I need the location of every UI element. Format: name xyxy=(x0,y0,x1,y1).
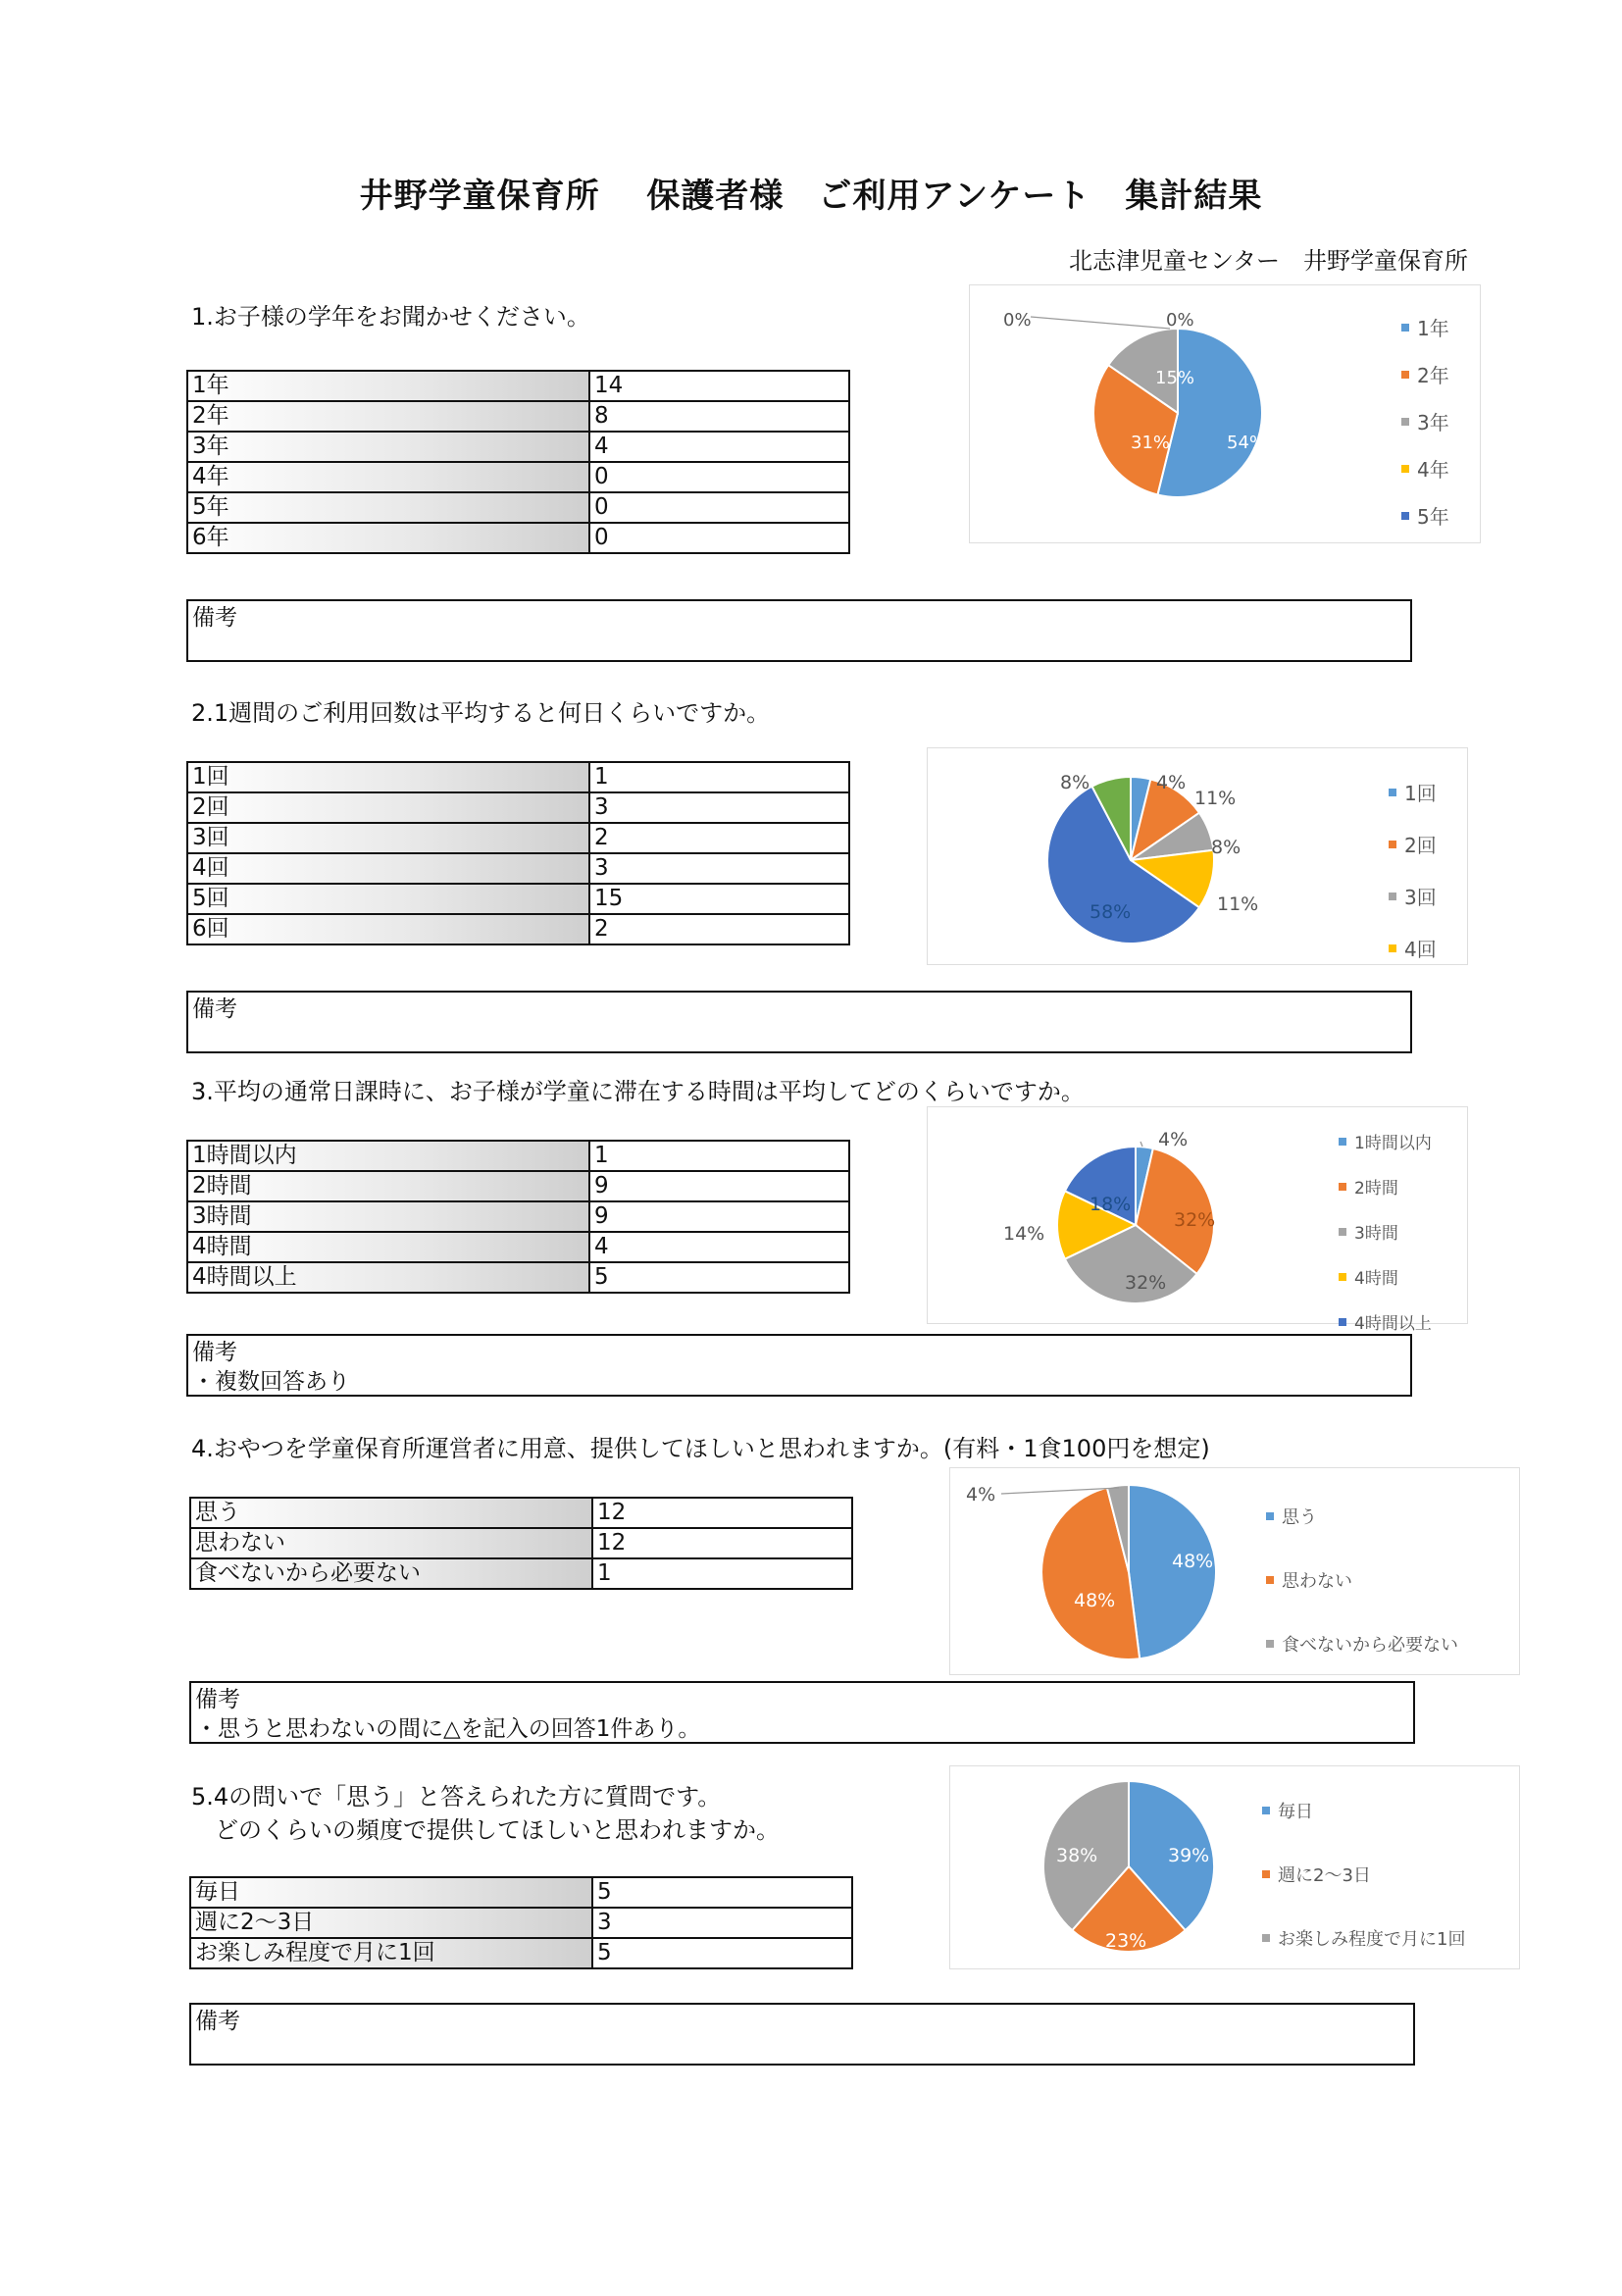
row-value: 3 xyxy=(589,792,849,823)
row-label: 1時間以内 xyxy=(187,1141,589,1171)
legend-label: 3年 xyxy=(1417,411,1449,434)
legend-label: 4年 xyxy=(1417,458,1449,482)
row-value: 3 xyxy=(589,853,849,884)
remarks-label: 備考 xyxy=(195,1687,240,1712)
row-value: 5 xyxy=(592,1938,852,1968)
percent-label: 8% xyxy=(1211,837,1242,858)
remarks-label: 備考 xyxy=(192,1340,237,1365)
legend-label: 思う xyxy=(1282,1507,1317,1528)
organization-name: 北志津児童センター 井野学童保育所 xyxy=(1069,247,1469,275)
row-value: 1 xyxy=(589,762,849,792)
row-value: 14 xyxy=(589,371,849,401)
row-label: 4時間以上 xyxy=(187,1262,589,1293)
row-label: 3回 xyxy=(187,823,589,853)
percent-label: 14% xyxy=(1003,1223,1045,1245)
row-value: 9 xyxy=(589,1171,849,1201)
row-value: 5 xyxy=(589,1262,849,1293)
question-line: 2.1週間のご利用回数は平均すると何日くらいですか。 xyxy=(191,699,771,727)
percent-label: 48% xyxy=(1172,1551,1214,1572)
legend-label: 1時間以内 xyxy=(1354,1134,1432,1153)
percent-label: 0% xyxy=(1166,310,1194,331)
row-label: 4回 xyxy=(187,853,589,884)
row-label: 3時間 xyxy=(187,1201,589,1232)
row-label: 6回 xyxy=(187,914,589,944)
question-line: 4.おやつを学童保育所運営者に用意、提供してほしいと思われますか。(有料・1食100円を想定) xyxy=(191,1435,1210,1462)
row-label: 1年 xyxy=(187,371,589,401)
row-label: 食べないから必要ない xyxy=(190,1558,592,1589)
row-label: 毎日 xyxy=(190,1877,592,1908)
legend-label: 3回 xyxy=(1404,886,1437,909)
legend-label: 週に2～3日 xyxy=(1278,1865,1371,1886)
percent-label: 48% xyxy=(1074,1590,1116,1611)
legend-label: お楽しみ程度で月に1回 xyxy=(1278,1929,1466,1950)
legend-label: 思わない xyxy=(1282,1571,1352,1592)
row-label: 思わない xyxy=(190,1528,592,1558)
legend-item xyxy=(1262,1925,1465,1951)
remarks-label: 備考 xyxy=(192,605,237,631)
remarks-label: 備考 xyxy=(195,2009,240,2034)
row-value: 2 xyxy=(589,914,849,944)
row-value: 8 xyxy=(589,401,849,432)
percent-label: 58% xyxy=(1090,901,1132,923)
row-label: 5回 xyxy=(187,884,589,914)
row-label: 4時間 xyxy=(187,1232,589,1262)
percent-label: 4% xyxy=(966,1484,996,1505)
row-label: 2年 xyxy=(187,401,589,432)
legend-swatch xyxy=(1262,1807,1270,1814)
row-value: 12 xyxy=(592,1528,852,1558)
percent-label: 15% xyxy=(1155,368,1195,388)
legend-label: 毎日 xyxy=(1278,1802,1313,1822)
percent-label: 23% xyxy=(1105,1930,1147,1952)
row-value: 2 xyxy=(589,823,849,853)
percent-label: 4% xyxy=(1158,1129,1189,1150)
row-value: 3 xyxy=(592,1908,852,1938)
row-value: 9 xyxy=(589,1201,849,1232)
legend-label: 4時間以上 xyxy=(1354,1314,1432,1334)
percent-label: 54% xyxy=(1227,433,1267,453)
row-label: 3年 xyxy=(187,432,589,462)
row-value: 15 xyxy=(589,884,849,914)
percent-label: 8% xyxy=(1060,772,1090,793)
percent-label: 39% xyxy=(1168,1845,1210,1866)
percent-label: 38% xyxy=(1056,1845,1098,1866)
legend-swatch xyxy=(1262,1934,1270,1942)
row-value: 0 xyxy=(589,462,849,492)
chart-legend xyxy=(1262,1798,1465,1989)
row-label: 思う xyxy=(190,1498,592,1528)
legend-label: 3時間 xyxy=(1354,1224,1398,1244)
legend-label: 1回 xyxy=(1404,782,1437,805)
row-value: 4 xyxy=(589,432,849,462)
row-label: 5年 xyxy=(187,492,589,523)
remarks-label: 備考 xyxy=(192,996,237,1022)
row-label: 週に2～3日 xyxy=(190,1908,592,1938)
legend-item xyxy=(1262,1798,1465,1823)
percent-label: 18% xyxy=(1090,1194,1132,1215)
remarks-text: ・思うと思わないの間に△を記入の回答1件あり。 xyxy=(195,1716,701,1742)
percent-label: 11% xyxy=(1217,893,1259,915)
question-line: 1.お子様の学年をお聞かせください。 xyxy=(191,303,590,331)
percent-label: 4% xyxy=(1156,772,1187,793)
legend-label: 食べないから必要ない xyxy=(1282,1635,1458,1656)
legend-label: 2年 xyxy=(1417,364,1449,387)
page-title: 井野学童保育所 保護者様 ご利用アンケート 集計結果 xyxy=(359,177,1263,216)
percent-label: 0% xyxy=(1003,310,1032,331)
question-line: どのくらいの頻度で提供してほしいと思われますか。 xyxy=(191,1816,780,1844)
row-label: 6年 xyxy=(187,523,589,553)
remarks-text: ・複数回答あり xyxy=(192,1369,350,1395)
row-label: 2回 xyxy=(187,792,589,823)
row-value: 12 xyxy=(592,1498,852,1528)
row-value: 0 xyxy=(589,523,849,553)
percent-label: 32% xyxy=(1174,1209,1216,1231)
row-value: 1 xyxy=(592,1558,852,1589)
row-label: 4年 xyxy=(187,462,589,492)
percent-label: 32% xyxy=(1125,1272,1167,1294)
row-value: 4 xyxy=(589,1232,849,1262)
row-label: お楽しみ程度で月に1回 xyxy=(190,1938,592,1968)
percent-label: 31% xyxy=(1131,433,1171,453)
legend-label: 5年 xyxy=(1417,505,1449,529)
row-label: 2時間 xyxy=(187,1171,589,1201)
percent-label: 11% xyxy=(1194,788,1237,809)
legend-label: 2回 xyxy=(1404,834,1437,857)
row-label: 1回 xyxy=(187,762,589,792)
question-line: 3.平均の通常日課時に、お子様が学童に滞在する時間は平均してどのくらいですか。 xyxy=(191,1078,1085,1105)
legend-label: 2時間 xyxy=(1354,1179,1398,1199)
legend-label: 1年 xyxy=(1417,317,1449,340)
pie-chart xyxy=(949,1765,1520,1969)
legend-item xyxy=(1262,1862,1465,1887)
row-value: 0 xyxy=(589,492,849,523)
row-value: 1 xyxy=(589,1141,849,1171)
legend-label: 4回 xyxy=(1404,938,1437,961)
legend-swatch xyxy=(1262,1870,1270,1878)
row-value: 5 xyxy=(592,1877,852,1908)
legend-label: 4時間 xyxy=(1354,1269,1398,1289)
question-line: 5.4の問いで「思う」と答えられた方に質問です。 xyxy=(191,1783,722,1811)
